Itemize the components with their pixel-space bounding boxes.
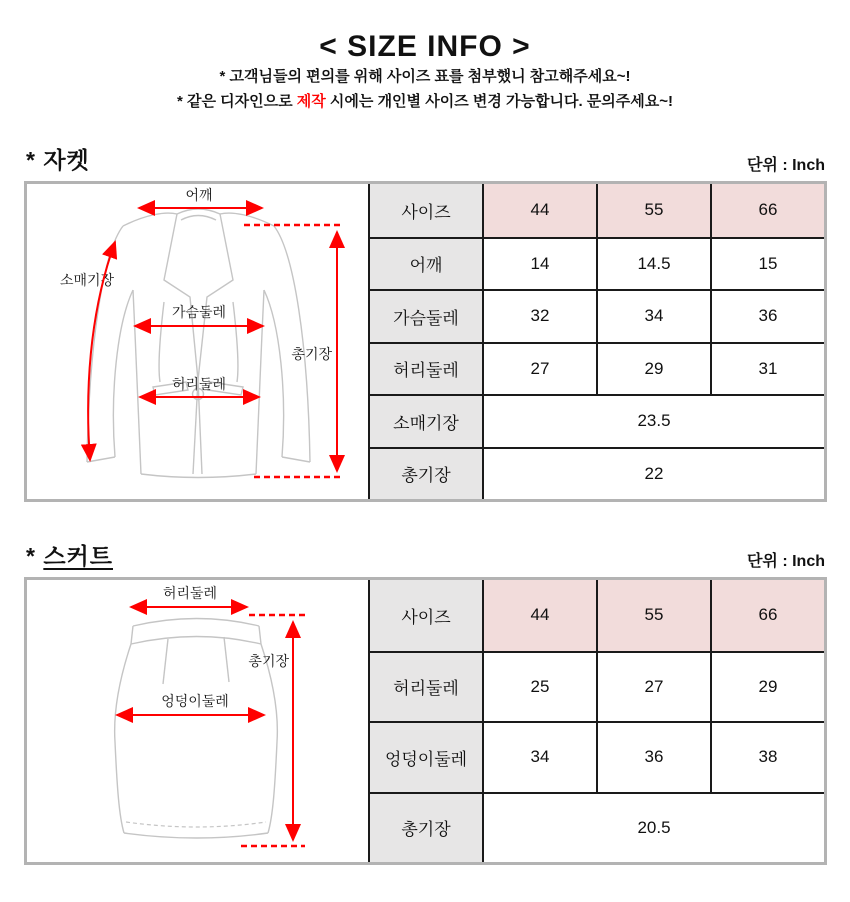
row-value-span: 23.5 — [482, 394, 824, 447]
jacket-section — [24, 142, 827, 502]
skirt-section-head — [24, 538, 827, 577]
page-title: < SIZE INFO > — [319, 30, 531, 63]
row-value-span: 22 — [482, 447, 824, 500]
size-column-header: 66 — [710, 580, 824, 651]
jacket-shoulder-label: 어깨 — [185, 187, 213, 203]
row-value: 29 — [596, 342, 710, 395]
row-value: 36 — [596, 721, 710, 792]
jacket-length-label: 총기장 — [291, 346, 332, 362]
jacket-chest-label: 가슴둘레 — [171, 304, 227, 320]
jacket-size-table — [370, 184, 824, 499]
size-column-header: 44 — [482, 184, 596, 237]
skirt-size-box — [24, 577, 827, 865]
row-label: 허리둘레 — [370, 651, 482, 722]
jacket-size-box — [24, 181, 827, 502]
row-value: 36 — [710, 289, 824, 342]
size-column-header: 55 — [596, 580, 710, 651]
row-value: 27 — [596, 651, 710, 722]
skirt-hip-label: 엉덩이둘레 — [161, 693, 229, 709]
jacket-section-head — [24, 142, 827, 181]
jacket-diagram-cell — [27, 184, 370, 499]
row-value: 34 — [596, 289, 710, 342]
note2-highlight: 제작 — [296, 93, 326, 110]
size-column-header: 66 — [710, 184, 824, 237]
row-value: 25 — [482, 651, 596, 722]
row-label: 가슴둘레 — [370, 289, 482, 342]
skirt-diagram — [27, 580, 368, 862]
jacket-outline — [87, 209, 310, 478]
row-value: 14 — [482, 237, 596, 290]
skirt-outline — [115, 619, 278, 839]
row-label: 소매기장 — [370, 394, 482, 447]
skirt-diagram-cell — [27, 580, 370, 862]
skirt-title-marker: * — [26, 543, 36, 569]
skirt-waist-label: 허리둘레 — [162, 585, 218, 601]
note-line-2 — [0, 89, 850, 114]
skirt-unit-label: 단위 : Inch — [746, 553, 825, 570]
note2-prefix: * 같은 디자인으로 — [177, 93, 297, 110]
row-label: 총기장 — [370, 447, 482, 500]
row-value-span: 20.5 — [482, 792, 824, 863]
skirt-length-label: 총기장 — [248, 653, 289, 669]
skirt-section — [24, 538, 827, 865]
row-value: 15 — [710, 237, 824, 290]
row-value: 29 — [710, 651, 824, 722]
row-value: 14.5 — [596, 237, 710, 290]
row-value: 27 — [482, 342, 596, 395]
skirt-size-table — [370, 580, 824, 862]
jacket-waist-label: 허리둘레 — [171, 376, 227, 392]
skirt-section-title — [26, 538, 113, 571]
size-column-header: 55 — [596, 184, 710, 237]
row-label: 어깨 — [370, 237, 482, 290]
note2-suffix: 시에는 개인별 사이즈 변경 가능합니다. 문의주세요~! — [325, 93, 673, 110]
row-value: 34 — [482, 721, 596, 792]
size-column-header: 44 — [482, 580, 596, 651]
jacket-unit-label: 단위 : Inch — [746, 157, 825, 174]
row-label: 총기장 — [370, 792, 482, 863]
table-header-label: 사이즈 — [370, 580, 482, 651]
jacket-diagram — [27, 184, 368, 499]
row-value: 31 — [710, 342, 824, 395]
jacket-section-title — [26, 142, 90, 175]
row-value: 32 — [482, 289, 596, 342]
table-header-label: 사이즈 — [370, 184, 482, 237]
row-label: 허리둘레 — [370, 342, 482, 395]
note-line-1: * 고객님들의 편의를 위해 사이즈 표를 첨부했니 참고해주세요~! — [219, 68, 631, 85]
row-value: 38 — [710, 721, 824, 792]
jacket-title-text: 자켓 — [43, 147, 90, 173]
jacket-title-marker: * — [26, 147, 36, 173]
skirt-title-text: 스커트 — [43, 543, 113, 569]
page-header — [0, 0, 850, 114]
row-label: 엉덩이둘레 — [370, 721, 482, 792]
jacket-sleeve-label: 소매기장 — [59, 272, 115, 288]
